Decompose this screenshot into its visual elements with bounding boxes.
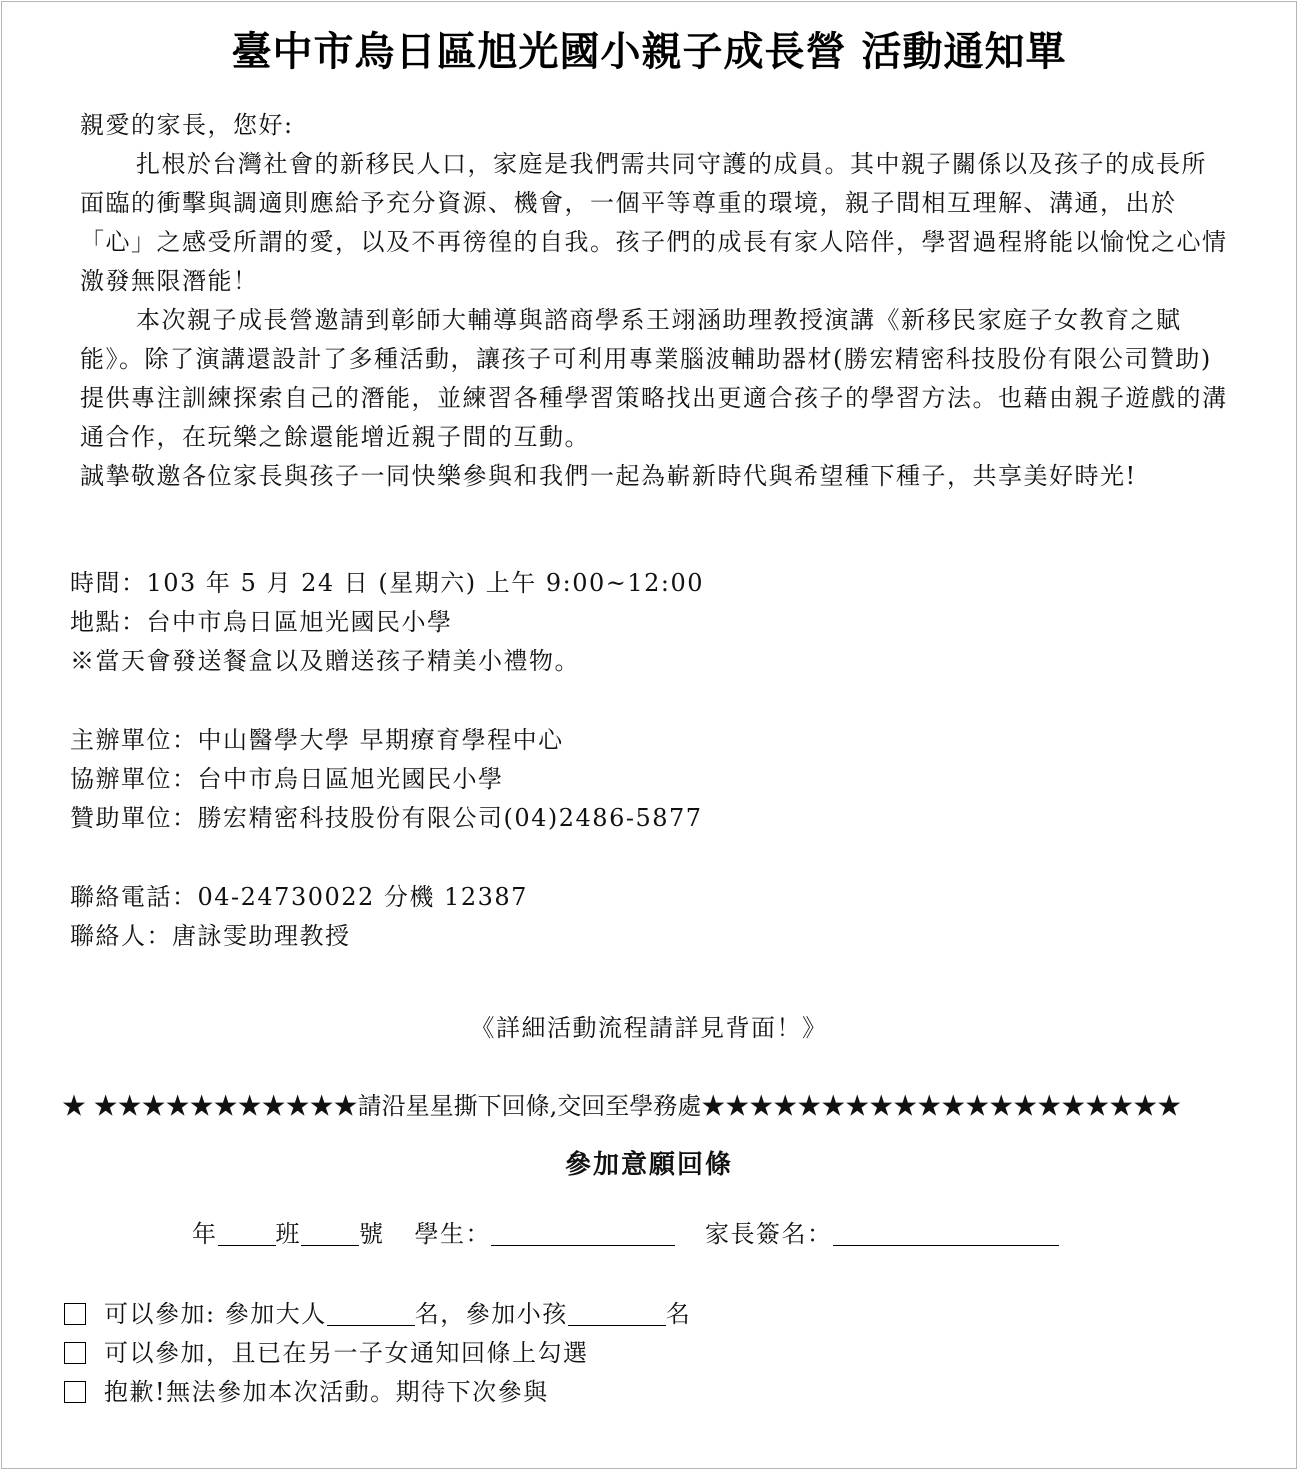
attend-adults-label: 可以參加: 參加大人 (104, 1300, 327, 1328)
greeting: 親愛的家長，您好: (80, 111, 294, 139)
paragraph-1: 扎根於台灣社會的新移民人口，家庭是我們需共同守護的成員。其中親子關係以及孩子的成長所面臨的衝擊與調適則應給予充分資源、機會，一個平等尊重的環境，親子間相互理解、溝通，出於「心」之感受所謂的愛，以及不再徬徨的自我。孩子們的成長有家人陪伴，學習過程將能以愉悅之心情激發無限潛能！ (80, 150, 1228, 295)
number-label: 號 (359, 1220, 385, 1248)
student-info-row (192, 1214, 1059, 1249)
letter-body (80, 106, 1230, 496)
adults-count-field[interactable] (327, 1303, 415, 1326)
attend-checkbox[interactable] (64, 1303, 86, 1325)
event-place: 地點：台中市烏日區旭光國民小學 (70, 608, 453, 636)
student-name-field[interactable] (491, 1223, 675, 1246)
tear-line: ★ ★★★★★★★★★★★請沿星星撕下回條,交回至學務處★★★★★★★★★★★★★★★★★★★★ (62, 1092, 1182, 1120)
co-organizer: 協辦單位：台中市烏日區旭光國民小學 (70, 765, 504, 793)
class-label: 班 (275, 1220, 301, 1248)
decline-label: 抱歉!無法參加本次活動。期待下次參與 (104, 1378, 549, 1406)
page-title: 臺中市烏日區旭光國小親子成長營 活動通知單 (231, 29, 1067, 75)
attend-sibling-label: 可以參加，且已在另一子女通知回條上勾選 (104, 1339, 589, 1367)
organizer: 主辦單位：中山醫學大學 早期療育學程中心 (70, 726, 564, 754)
paragraph-2: 本次親子成長營邀請到彰師大輔導與諮商學系王翊涵助理教授演講《新移民家庭子女教育之賦能》。除了演講還設計了多種活動，讓孩子可利用專業腦波輔助器材(勝宏精密科技股份有限公司贊助)提供專注訓練探索自己的潛能，並練習各種學習策略找出更適合孩子的學習方法。也藉由親子遊戲的溝通合作，在玩樂之餘還能增近親子間的互動。 (80, 306, 1228, 451)
back-page-note: 《詳細活動流程請詳見背面！》 (470, 1014, 828, 1042)
class-field[interactable] (218, 1223, 276, 1246)
sponsor: 贊助單位：勝宏精密科技股份有限公司(04)2486-5877 (70, 804, 703, 832)
children-count-field[interactable] (568, 1303, 666, 1326)
contact-phone: 聯絡電話：04-24730022 分機 12387 (70, 883, 528, 911)
paragraph-3: 誠摯敬邀各位家長與孩子一同快樂參與和我們一起為嶄新時代與希望種下種子，共享美好時光! (80, 462, 1137, 490)
grade-label: 年 (192, 1220, 218, 1248)
attend-children-label: 名，參加小孩 (414, 1300, 568, 1328)
number-field[interactable] (301, 1223, 359, 1246)
notice-page (1, 1, 1297, 1469)
student-label: 學生： (414, 1220, 491, 1248)
attend-unit-label: 名 (665, 1300, 692, 1328)
event-note: ※當天會發送餐盒以及贈送孩子精美小禮物。 (70, 647, 580, 675)
event-time: 時間：103 年 5 月 24 日 (星期六) 上午 9:00~12:00 (70, 569, 705, 597)
decline-checkbox[interactable] (64, 1381, 86, 1403)
option-attend (64, 1294, 691, 1329)
attend-sibling-checkbox[interactable] (64, 1342, 86, 1364)
parent-sign-label: 家長簽名： (705, 1220, 833, 1248)
contact-person: 聯絡人：唐詠雯助理教授 (70, 922, 351, 950)
option-attend-sibling (64, 1333, 589, 1368)
option-decline (64, 1372, 549, 1407)
reply-slip-title: 參加意願回條 (564, 1150, 733, 1180)
parent-signature-field[interactable] (833, 1223, 1059, 1246)
